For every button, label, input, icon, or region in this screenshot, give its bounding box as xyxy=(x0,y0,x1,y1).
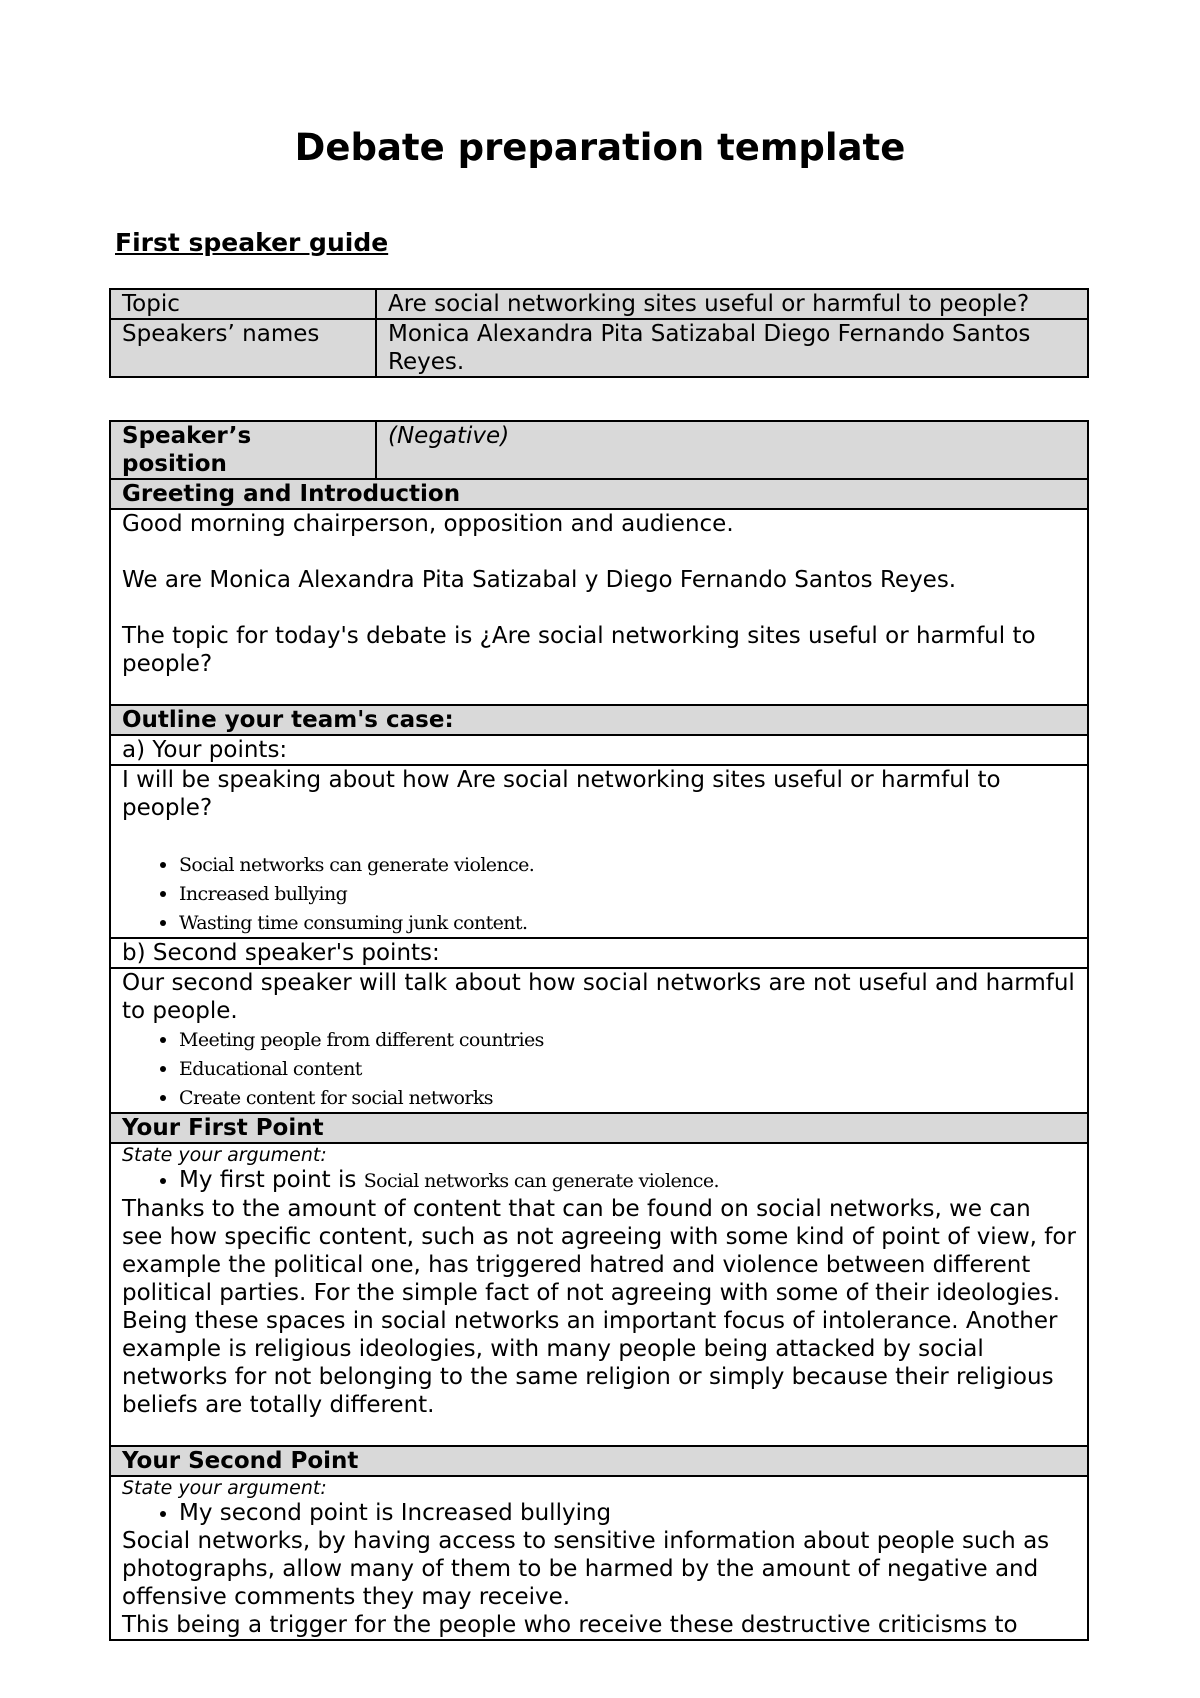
topic-value: Are social networking sites useful or harmful to people? xyxy=(376,289,1088,319)
speaker-table xyxy=(109,420,1089,1641)
speakers-value: Monica Alexandra Pita Satizabal Diego Fernando Santos Reyes. xyxy=(376,319,1088,377)
list-item: • Wasting time consuming junk content. xyxy=(179,908,1076,937)
second-point-text-continued: This being a trigger for the people who receive these destructive criticisms to xyxy=(122,1612,1018,1638)
first-point-prefix: My first point is xyxy=(179,1167,357,1193)
position-row xyxy=(110,421,1088,479)
first-point-body xyxy=(110,1143,1088,1446)
section-subtitle: First speaker guide xyxy=(115,228,389,257)
second-point-list xyxy=(122,1499,1076,1527)
list-item: • Social networks can generate violence. xyxy=(179,850,1076,879)
your-points-list xyxy=(122,850,1076,937)
first-point-value: Social networks can generate violence. xyxy=(363,1170,719,1192)
first-point-prompt: State your argument: xyxy=(122,1144,327,1166)
first-point-list xyxy=(122,1166,1076,1195)
list-item xyxy=(179,1166,1076,1195)
your-points-label: a) Your points: xyxy=(110,735,1088,765)
list-item: • Create content for social networks xyxy=(179,1083,1076,1112)
second-point-heading: Your Second Point xyxy=(110,1446,1088,1476)
second-point-text: Social networks, by having access to sensitive information about people such as photographs, allow many of them to be harmed by the amount of negative and offensive comments they may receive. xyxy=(122,1528,1050,1610)
second-speaker-body xyxy=(110,968,1088,1113)
speakers-label: Speakers’ names xyxy=(110,319,376,377)
greeting-line: Good morning chairperson, opposition and audience. xyxy=(122,511,734,537)
topic-label: Topic xyxy=(110,289,376,319)
info-table xyxy=(109,288,1089,378)
greeting-line: The topic for today's debate is ¿Are social networking sites useful or harmful to people? xyxy=(122,623,1036,677)
position-label: Speaker’s position xyxy=(110,421,376,479)
second-point-body xyxy=(110,1476,1088,1640)
your-points-body xyxy=(110,765,1088,938)
list-item: • Meeting people from different countries xyxy=(179,1025,1076,1054)
second-point-prompt: State your argument: xyxy=(122,1477,327,1499)
second-speaker-intro: Our second speaker will talk about how social networks are not useful and harmful to people. xyxy=(122,970,1075,1024)
second-points-list xyxy=(122,1025,1076,1112)
first-point-heading: Your First Point xyxy=(110,1113,1088,1143)
position-value: (Negative) xyxy=(376,421,1088,479)
page-title: Debate preparation template xyxy=(294,126,906,169)
list-item: • Educational content xyxy=(179,1054,1076,1083)
first-point-text: Thanks to the amount of content that can be found on social networks, we can see how specific content, such as not agreeing with some kind of point of view, for example the political one, has triggered hatred and violence between different political parties. For the simple fact of not agreeing with some of their ideologies. Being these spaces in social networks an important focus of intolerance. Another example is religious ideologies, with many people being attacked by social networks for not belonging to the same religion or simply because their religious beliefs are totally different. xyxy=(122,1196,1076,1418)
your-points-intro: I will be speaking about how Are social networking sites useful or harmful to people? xyxy=(122,767,1001,821)
greeting-heading: Greeting and Introduction xyxy=(110,479,1088,509)
topic-row xyxy=(110,289,1088,319)
speakers-row xyxy=(110,319,1088,377)
list-item: • Increased bullying xyxy=(179,879,1076,908)
second-speaker-label: b) Second speaker's points: xyxy=(110,938,1088,968)
list-item: • My second point is Increased bullying xyxy=(179,1499,1076,1527)
greeting-body xyxy=(110,509,1088,705)
greeting-line: We are Monica Alexandra Pita Satizabal y Diego Fernando Santos Reyes. xyxy=(122,567,957,593)
outline-heading: Outline your team's case: xyxy=(110,705,1088,735)
